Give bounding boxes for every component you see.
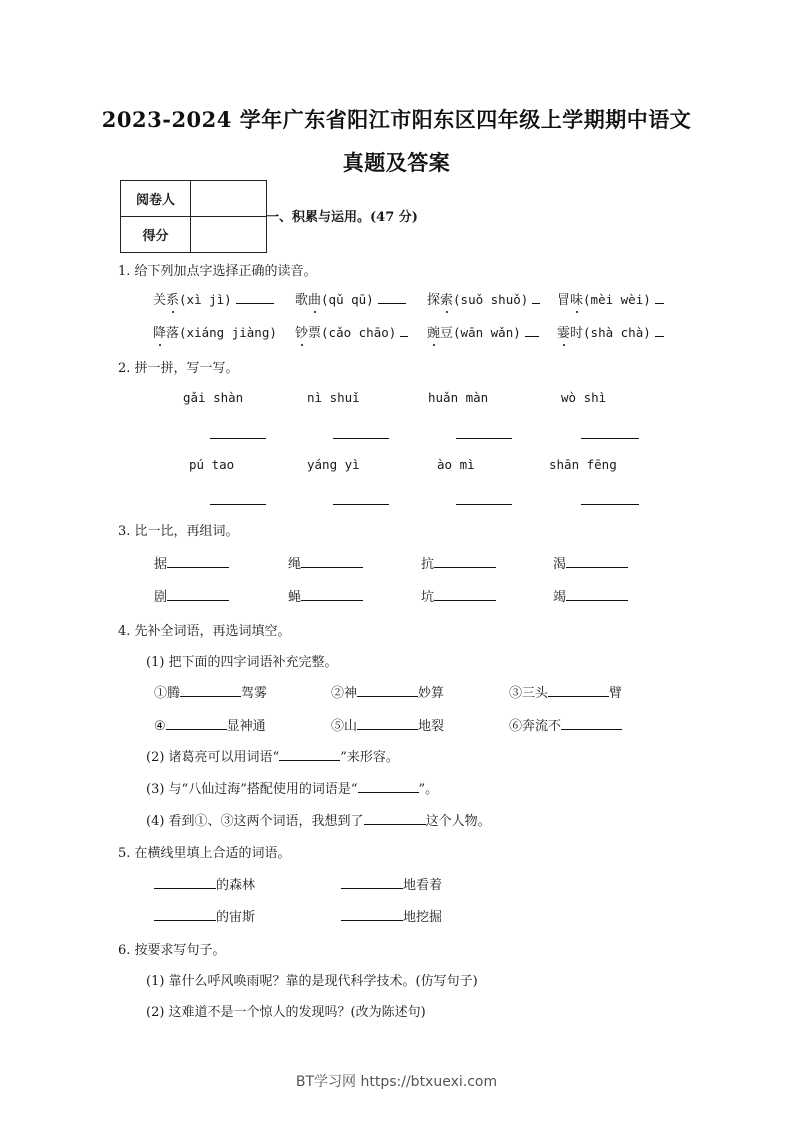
q1-item-1-char: 关 <box>153 293 167 308</box>
q3-item-4 <box>553 553 628 572</box>
q3-item-8 <box>553 586 628 605</box>
score-label: 得分 <box>121 217 191 253</box>
q4-idiom-4-pre: ④ <box>154 719 166 734</box>
q1-item-4-blank[interactable] <box>655 290 664 304</box>
q3-item-5 <box>154 586 229 605</box>
q1-item-2-dotted-char: 曲 <box>308 289 321 308</box>
q3-blank-2[interactable] <box>301 554 363 568</box>
q1-item-7-blank[interactable] <box>525 323 539 337</box>
q2-pinyin-6: yáng yì <box>307 457 360 472</box>
q3-item-3 <box>421 553 496 572</box>
q1-item-4-char: 冒 <box>557 293 571 308</box>
q4-sub2-pre: (2) 诸葛亮可以用词语“ <box>146 750 280 765</box>
q3-char-8: 竭 <box>553 590 567 605</box>
q6-sub1: (1) 靠什么呼风唤雨呢？靠的是现代科学技术。(仿写句子) <box>146 974 478 989</box>
q3-char-1: 据 <box>154 557 168 572</box>
q3-char-5: 剧 <box>154 590 168 605</box>
q3-blank-5[interactable] <box>167 587 229 601</box>
q1-item-3-char: 探 <box>427 293 441 308</box>
q1-item-3-blank[interactable] <box>532 290 540 304</box>
q4-idiom-1 <box>154 682 267 701</box>
q3-item-6 <box>288 586 363 605</box>
q4-sub4-blank[interactable] <box>364 811 426 825</box>
q4-sub2-post: ”来形容。 <box>340 750 399 765</box>
q4-sub3 <box>146 778 438 797</box>
document-title-line1: 2023-2024 学年广东省阳江市阳东区四年级上学期期中语文 <box>101 107 692 132</box>
q2-blank-5[interactable] <box>210 504 266 505</box>
q1-item-4-options: (mèi wèi) <box>583 292 651 307</box>
q2-blank-1[interactable] <box>210 438 266 439</box>
q5-blank-3[interactable] <box>154 907 216 921</box>
q3-blank-4[interactable] <box>566 554 628 568</box>
q5-item-1-text: 的森林 <box>216 878 256 893</box>
q3-blank-6[interactable] <box>301 587 363 601</box>
q3-char-4: 渴 <box>553 557 567 572</box>
q5-item-2 <box>341 874 442 893</box>
q1-item-7-options: (wān wǎn) <box>453 325 521 340</box>
q1-item-2-blank[interactable] <box>378 290 406 304</box>
q5-item-3 <box>154 906 255 925</box>
score-table <box>120 180 267 253</box>
q4-idiom-3-blank[interactable] <box>548 683 609 697</box>
q2-blank-6[interactable] <box>333 504 389 505</box>
footer-watermark: BT学习网 https://btxuexi.com <box>295 1074 498 1090</box>
q4-idiom-4 <box>154 715 266 734</box>
q1-prompt: 1. 给下列加点字选择正确的读音。 <box>118 264 317 279</box>
reviewer-field[interactable] <box>191 181 267 217</box>
document-title-line2: 真题及答案 <box>342 150 451 175</box>
q1-item-7 <box>427 322 539 341</box>
q4-sub4-pre: (4) 看到①、③这两个词语，我想到了 <box>146 814 364 829</box>
q4-idiom-2-post: 妙算 <box>418 686 445 701</box>
q4-idiom-5-blank[interactable] <box>357 716 418 730</box>
q2-blank-4[interactable] <box>581 438 639 439</box>
q4-idiom-6-pre: ⑥奔流不 <box>509 719 562 734</box>
q1-item-5-options: (xiáng jiàng) <box>179 325 277 340</box>
q5-item-4-text: 地挖掘 <box>403 910 443 925</box>
q5-blank-4[interactable] <box>341 907 403 921</box>
q1-item-6-char: 票 <box>308 326 322 341</box>
q1-item-6-dotted-char: 钞 <box>295 322 308 341</box>
q1-item-8-char: 时 <box>570 326 584 341</box>
q2-pinyin-1: gǎi shàn <box>183 390 244 405</box>
q1-item-2 <box>295 289 406 308</box>
q4-idiom-1-post: 驾雾 <box>241 686 268 701</box>
q1-item-3 <box>427 289 540 308</box>
q2-pinyin-4: wò shì <box>561 390 607 405</box>
q5-item-2-text: 地看着 <box>403 878 443 893</box>
q4-idiom-2-blank[interactable] <box>357 683 418 697</box>
q3-item-2 <box>288 553 363 572</box>
q1-item-6 <box>295 322 408 341</box>
q1-item-8-dotted-char: 霎 <box>557 322 570 341</box>
q4-idiom-5-post: 地裂 <box>418 719 445 734</box>
score-field[interactable] <box>191 217 267 253</box>
q1-item-1-dotted-char: 系 <box>166 289 179 308</box>
q3-blank-8[interactable] <box>566 587 628 601</box>
q4-idiom-6-blank[interactable] <box>561 716 622 730</box>
q5-item-3-text: 的宙斯 <box>216 910 256 925</box>
q6-prompt: 6. 按要求写句子。 <box>118 943 226 958</box>
q3-char-6: 蝇 <box>288 590 302 605</box>
q3-char-2: 绳 <box>288 557 302 572</box>
q1-item-8 <box>557 322 664 341</box>
q4-idiom-5 <box>331 715 444 734</box>
q5-blank-1[interactable] <box>154 875 216 889</box>
q4-idiom-6 <box>509 715 622 734</box>
q4-sub2-blank[interactable] <box>279 747 340 761</box>
q2-pinyin-8: shān fēng <box>549 457 617 472</box>
q3-char-3: 抗 <box>421 557 435 572</box>
q4-idiom-2-pre: ②神 <box>331 686 358 701</box>
q2-pinyin-5: pú tao <box>189 457 235 472</box>
q3-blank-7[interactable] <box>434 587 496 601</box>
q1-item-5-char: 落 <box>166 326 180 341</box>
q4-sub3-blank[interactable] <box>358 779 419 793</box>
q4-sub1: (1) 把下面的四字词语补充完整。 <box>146 655 338 670</box>
q3-blank-3[interactable] <box>434 554 496 568</box>
q3-item-7 <box>421 586 496 605</box>
q1-item-5 <box>153 322 277 341</box>
section1-heading: 一、积累与运用。(47 分) <box>266 210 418 225</box>
q5-item-4 <box>341 906 442 925</box>
q2-prompt: 2. 拼一拼，写一写。 <box>118 361 239 376</box>
q4-sub4 <box>146 810 491 829</box>
q1-item-3-options: (suǒ shuǒ) <box>453 292 529 307</box>
q1-item-1-blank[interactable] <box>236 290 274 304</box>
q3-item-1 <box>154 553 229 572</box>
q6-sub2: (2) 这难道不是一个惊人的发现吗？(改为陈述句) <box>146 1005 426 1020</box>
q5-item-1 <box>154 874 255 893</box>
q4-sub3-pre: (3) 与“八仙过海”搭配使用的词语是“ <box>146 782 358 797</box>
q2-pinyin-2: nì shuǐ <box>307 390 360 405</box>
q3-char-7: 坑 <box>421 590 435 605</box>
q4-prompt: 4. 先补全词语，再选词填空。 <box>118 624 291 639</box>
q2-blank-7[interactable] <box>456 504 512 505</box>
q2-blank-2[interactable] <box>333 438 389 439</box>
q4-sub4-post: 这个人物。 <box>425 814 491 829</box>
q1-item-3-dotted-char: 索 <box>440 289 453 308</box>
q4-sub2 <box>146 746 399 765</box>
q2-pinyin-7: ào mì <box>437 457 475 472</box>
q2-blank-8[interactable] <box>581 504 639 505</box>
q2-pinyin-3: huǎn màn <box>428 390 489 405</box>
q1-item-7-dotted-char: 豌 <box>427 322 440 341</box>
q1-item-5-dotted-char: 降 <box>153 322 166 341</box>
q2-blank-3[interactable] <box>456 438 512 439</box>
q1-item-6-blank[interactable] <box>400 323 408 337</box>
reviewer-label: 阅卷人 <box>121 181 191 217</box>
q1-item-1-options: (xì jì) <box>179 292 232 307</box>
q4-sub3-post: ”。 <box>418 782 439 797</box>
q4-idiom-2 <box>331 682 444 701</box>
q4-idiom-3 <box>509 682 622 701</box>
q5-prompt: 5. 在横线里填上合适的词语。 <box>118 846 291 861</box>
q5-blank-2[interactable] <box>341 875 403 889</box>
q4-idiom-1-pre: ①腾 <box>154 686 181 701</box>
q4-idiom-3-pre: ③三头 <box>509 686 549 701</box>
q1-item-1 <box>153 289 274 308</box>
q1-item-2-options: (qǔ qū) <box>321 292 374 307</box>
q1-item-8-blank[interactable] <box>655 323 664 337</box>
q1-item-4 <box>557 289 664 308</box>
q1-item-8-options: (shà chà) <box>583 325 651 340</box>
q1-item-2-char: 歌 <box>295 293 309 308</box>
q4-idiom-4-post: 显神通 <box>226 719 266 734</box>
q3-prompt: 3. 比一比，再组词。 <box>118 524 239 539</box>
q3-blank-1[interactable] <box>167 554 229 568</box>
q1-item-4-dotted-char: 味 <box>570 289 583 308</box>
q1-item-6-options: (cǎo chāo) <box>321 325 397 340</box>
q4-idiom-5-pre: ⑤山 <box>331 719 358 734</box>
q4-idiom-4-blank[interactable] <box>166 716 227 730</box>
q4-idiom-3-post: 臂 <box>609 686 623 701</box>
q4-idiom-1-blank[interactable] <box>180 683 241 697</box>
q1-item-7-char: 豆 <box>440 326 454 341</box>
